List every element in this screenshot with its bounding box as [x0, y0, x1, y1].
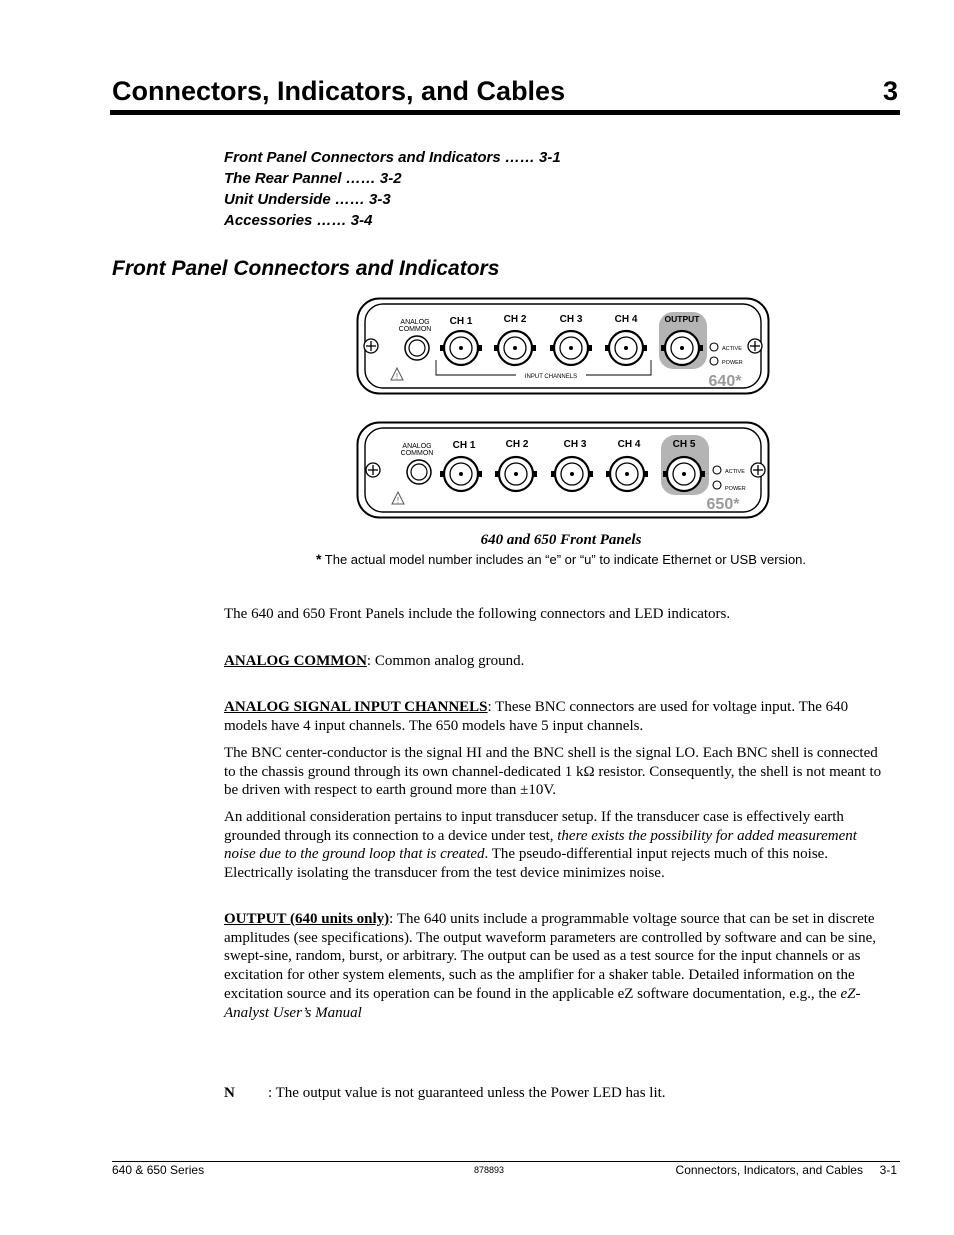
- input-channels-term: ANALOG SIGNAL INPUT CHANNELS: [224, 699, 488, 715]
- input-channels-text: : These BNC connectors are used for voltage input. The 640 models have 4 input channels. The 650 models have 5 input channels.: [224, 699, 849, 734]
- channel-label-ch2: CH 2: [503, 314, 527, 325]
- toc-item-accessories[interactable]: Accessories …… 3-4: [224, 212, 373, 229]
- bnc-ch4-connector[interactable]: [605, 331, 647, 365]
- channel-label-ch1: CH 1: [449, 316, 473, 327]
- chapter-toc: [224, 147, 561, 231]
- analog-common-label-line-1: ANALOG: [400, 319, 430, 326]
- bnc-ch4-connector[interactable]: [606, 457, 648, 491]
- warning-triangle-icon: [392, 492, 404, 505]
- ground-loop-text-1: An additional consideration pertains to input transducer setup. If the transducer case is effectively earth grounded through its connection to a device under test,: [224, 809, 844, 844]
- power-led-icon: [710, 357, 718, 365]
- channel-label-ch4: CH 4: [617, 439, 641, 450]
- bnc-paragraph: The BNC center-conductor is the signal HI and the BNC shell is the signal LO. Each BNC shell is connected to the chassis ground through its own channel-dedicated 1 kΩ resistor. Consequently, the shell is not meant to be driven with respect to earth ground more than ±10V.: [224, 745, 882, 799]
- bnc-ch3-connector[interactable]: [550, 331, 592, 365]
- manual-reference: eZ-Analyst User’s Manual: [224, 985, 861, 1021]
- chapter-rule: [110, 110, 900, 115]
- output-paragraph: [224, 910, 892, 1022]
- output-term: OUTPUT (640 units only): [224, 911, 390, 927]
- channel-label-ch5: CH 5: [672, 439, 696, 450]
- svg-text:!: !: [395, 372, 399, 381]
- ground-loop-paragraph: [224, 808, 892, 883]
- toc-item-underside[interactable]: Unit Underside …… 3-3: [224, 191, 391, 208]
- figure-footnote: [0, 551, 954, 567]
- bnc-ch1-connector[interactable]: [440, 457, 482, 491]
- footer-series: 640 & 650 Series: [112, 1163, 205, 1177]
- toc-item-rear-panel[interactable]: The Rear Pannel …… 3-2: [224, 170, 402, 187]
- bnc-ch2-connector[interactable]: [495, 457, 537, 491]
- analog-common-label-line-2: COMMON: [400, 450, 434, 457]
- mount-screw-left-icon: [364, 339, 378, 353]
- channel-label-ch1: CH 1: [452, 440, 476, 451]
- analog-common-jack[interactable]: [405, 336, 429, 360]
- warning-triangle-icon: [391, 368, 403, 381]
- model-number-640: 640*: [708, 373, 742, 390]
- bnc-ch1-connector[interactable]: [440, 331, 482, 365]
- analog-common-jack[interactable]: [407, 460, 431, 484]
- channel-label-ch4: CH 4: [614, 314, 638, 325]
- input-channels-label: INPUT CHANNELS: [524, 374, 578, 380]
- active-led-icon: [713, 466, 721, 474]
- note-label: N: [224, 1085, 235, 1101]
- toc-item-front-panel[interactable]: Front Panel Connectors and Indicators …… 3-1: [224, 149, 561, 166]
- footer-page-ref: Connectors, Indicators, and Cables 3-1: [675, 1163, 897, 1177]
- output-text: : The 640 units include a programmable voltage source that can be set in discrete amplitudes (see specifications). The output waveform parameters are controlled by software and can be sine, swept-sine, random, burst, or arbitrary. The output can be used as a test source for the input channels or as excitation for other system elements, such as the amplifier for a shaker table. Detailed information on the excitation source and its operation can be found in the applicable eZ software documentation, e.g., the: [224, 911, 876, 1002]
- footer-rule: [112, 1161, 900, 1162]
- footnote-text: The actual model number includes an “e” or “u” to indicate Ethernet or USB version.: [321, 552, 807, 567]
- front-panel-640-illustration: [356, 297, 770, 395]
- channel-label-ch3: CH 3: [559, 314, 583, 325]
- power-led-label: POWER: [722, 360, 743, 366]
- note-text: : The output value is not guaranteed unless the Power LED has lit.: [268, 1085, 666, 1101]
- bnc-ch2-connector[interactable]: [494, 331, 536, 365]
- analog-common-label-line-2: COMMON: [398, 326, 432, 333]
- chapter-title: Connectors, Indicators, and Cables: [112, 76, 566, 106]
- footnote-asterisk: *: [315, 551, 322, 567]
- analog-common-text: : Common analog ground.: [366, 653, 525, 669]
- channel-label-ch3: CH 3: [563, 439, 587, 450]
- active-led-icon: [710, 343, 718, 351]
- section-heading: Front Panel Connectors and Indicators: [112, 257, 500, 280]
- mount-screw-right-icon: [748, 339, 762, 353]
- bnc-ch3-connector[interactable]: [551, 457, 593, 491]
- channel-label-ch2: CH 2: [505, 439, 529, 450]
- mount-screw-left-icon: [366, 463, 380, 477]
- power-led-label: POWER: [725, 486, 746, 492]
- intro-paragraph: The 640 and 650 Front Panels include the following connectors and LED indicators.: [224, 606, 731, 622]
- note-paragraph: [224, 1084, 892, 1103]
- ground-loop-emphasis: there exists the possibility for added measurement noise due to the ground loop that is created: [224, 827, 857, 863]
- figure-caption: 640 and 650 Front Panels: [480, 532, 642, 548]
- svg-text:!: !: [396, 496, 400, 505]
- output-label: OUTPUT: [664, 314, 700, 324]
- analog-common-paragraph: [224, 652, 892, 671]
- mount-screw-right-icon: [751, 463, 765, 477]
- analog-common-term: ANALOG COMMON: [224, 653, 367, 669]
- ground-loop-text-2: . The pseudo-differential input rejects much of this noise. Electrically isolating the transducer from the test device minimizes noise.: [224, 846, 829, 882]
- analog-common-label-line-1: ANALOG: [402, 443, 432, 450]
- active-led-label: ACTIVE: [725, 469, 745, 475]
- front-panel-650-illustration: [356, 421, 770, 519]
- active-led-label: ACTIVE: [722, 346, 742, 352]
- power-led-icon: [713, 481, 721, 489]
- model-number-650: 650*: [706, 496, 740, 513]
- chapter-number: 3: [882, 76, 898, 106]
- footer-doc-number: 878893: [474, 1165, 505, 1175]
- input-channels-paragraph: [224, 698, 892, 735]
